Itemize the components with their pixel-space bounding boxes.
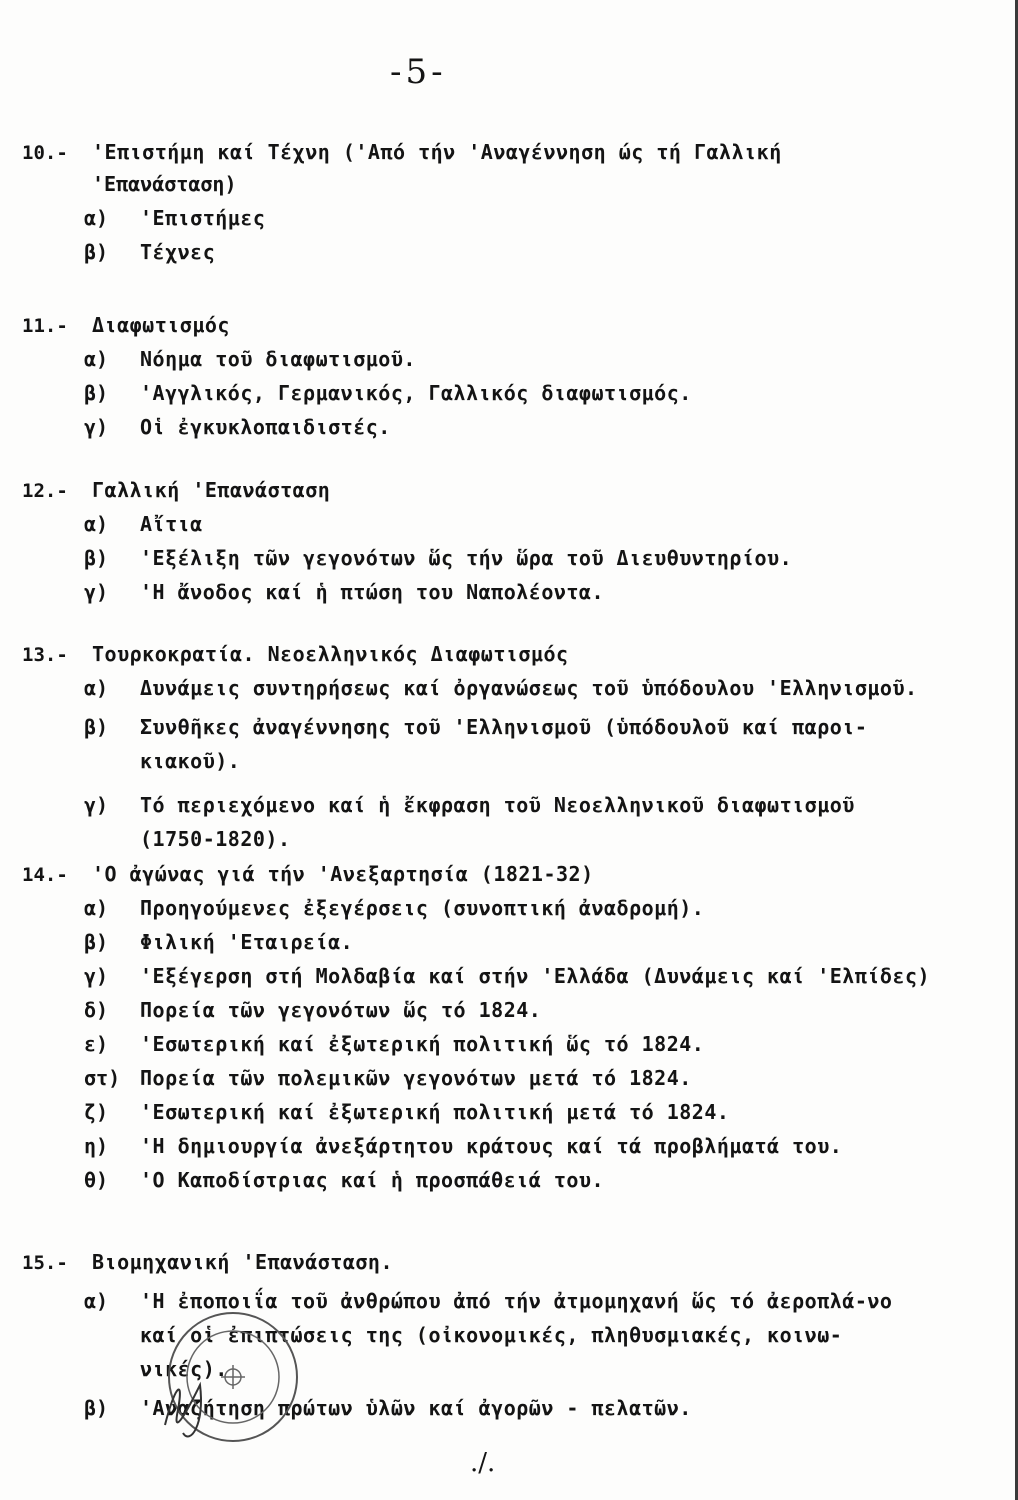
section-title: Γαλλική 'Επανάσταση [92, 478, 331, 502]
item-label: α) [84, 206, 109, 230]
section-title: 'Ο ἀγώνας γιά τήν 'Ανεξαρτησία (1821-32) [92, 862, 594, 886]
section-number: 12.- [22, 480, 68, 502]
section-title: 'Επιστήμη καί Τέχνη ('Από τήν 'Αναγέννηση ώς τή Γαλλική [92, 140, 782, 164]
list-item [84, 580, 992, 604]
item-text: 'Η ἄνοδος καί ἡ πτώση του Ναπολέοντα. [140, 580, 605, 604]
item-text: 'Εσωτερική καί ἐξωτερική πολιτική μετά τό 1824. [140, 1100, 730, 1124]
list-item [84, 546, 992, 570]
item-label: θ) [84, 1168, 109, 1192]
item-label: α) [84, 1289, 109, 1313]
item-label: δ) [84, 998, 109, 1022]
item-label: β) [84, 1396, 109, 1420]
item-label: η) [84, 1134, 109, 1158]
item-label: β) [84, 546, 109, 570]
item-text: Νόημα τοῦ διαφωτισμοῦ. [140, 347, 416, 371]
section-13 [22, 642, 992, 856]
item-label: γ) [84, 580, 109, 604]
section-title: Τουρκοκρατία. Νεοελληνικός Διαφωτισμός [92, 642, 569, 666]
item-label: β) [84, 240, 109, 264]
item-text: Οἱ ἐγκυκλοπαιδιστές. [140, 415, 391, 439]
item-text: Αἴτια [140, 512, 203, 536]
item-label: β) [84, 381, 109, 405]
item-label: γ) [84, 964, 109, 988]
list-item [84, 1032, 992, 1056]
list-item [84, 1168, 992, 1192]
item-text: Φιλική 'Εταιρεία. [140, 930, 354, 954]
item-text: Τέχνες [140, 240, 216, 264]
list-item [84, 512, 992, 536]
item-text: Συνθῆκες ἀναγέννησης τοῦ 'Ελληνισμοῦ (ὑπόδουλοῦ καί παροι-κιακοῦ). [140, 715, 868, 773]
item-text: 'Η ἐποποιΐα τοῦ ἀνθρώπου ἀπό τήν ἀτμομηχανή ὥς τό ἀεροπλά-νο καί οἱ ἐπιπτώσεις της (οἰκονομικές, πληθυσμιακές, κοινω-νικές). [140, 1289, 893, 1381]
item-label: β) [84, 930, 109, 954]
list-item [84, 1100, 992, 1124]
list-item [84, 676, 992, 700]
official-stamp [155, 1305, 305, 1455]
list-item [84, 1066, 992, 1090]
list-item [84, 206, 992, 230]
section-number: 10.- [22, 142, 68, 164]
item-text: 'Η δημιουργία ἀνεξάρτητου κράτους καί τά προβλήματά του. [140, 1134, 843, 1158]
continuation-mark: ./. [470, 1448, 496, 1478]
section-11 [22, 313, 992, 439]
page-number: -5- [390, 52, 447, 92]
item-text: 'Επιστήμες [140, 206, 266, 230]
list-item [84, 896, 992, 920]
item-text: 'Εξέγερση στή Μολδαβία καί στήν 'Ελλάδα (Δυνάμεις καί 'Ελπίδες) [140, 964, 931, 988]
item-text: 'Αγγλικός, Γερμανικός, Γαλλικός διαφωτισμός. [140, 381, 692, 405]
item-label: α) [84, 347, 109, 371]
section-number: 14.- [22, 864, 68, 886]
list-item [84, 964, 992, 988]
item-text: Τό περιεχόμενο καί ἡ ἔκφραση τοῦ Νεοελληνικοῦ διαφωτισμοῦ (1750-1820). [140, 793, 855, 851]
item-text: Δυνάμεις συντηρήσεως καί ὀργανώσεως τοῦ ὑπόδουλου 'Ελληνισμοῦ. [140, 676, 918, 700]
section-number: 11.- [22, 315, 68, 337]
list-item [84, 347, 992, 371]
item-label: γ) [84, 793, 109, 817]
list-item [84, 415, 992, 439]
item-text: Προηγούμενες ἐξεγέρσεις (συνοπτική ἀναδρομή). [140, 896, 705, 920]
section-number: 15.- [22, 1252, 68, 1274]
list-item [84, 381, 992, 405]
section-14 [22, 862, 992, 1192]
section-title: Διαφωτισμός [92, 313, 230, 337]
item-text: Πορεία τῶν γεγονότων ὥς τό 1824. [140, 998, 542, 1022]
list-item [84, 930, 992, 954]
section-title-continued: 'Επανάσταση) [92, 172, 237, 196]
item-text: Πορεία τῶν πολεμικῶν γεγονότων μετά τό 1824. [140, 1066, 692, 1090]
item-text: 'Εξέλιξη τῶν γεγονότων ὥς τήν ὥρα τοῦ Διευθυντηρίου. [140, 546, 793, 570]
item-text: 'Εσωτερική καί ἐξωτερική πολιτική ὥς τό 1824. [140, 1032, 705, 1056]
list-item [84, 788, 992, 856]
section-number: 13.- [22, 644, 68, 666]
item-label: β) [84, 715, 109, 739]
item-label: στ) [84, 1066, 121, 1090]
item-text: 'Ο Καποδίστριας καί ἡ προσπάθειά του. [140, 1168, 605, 1192]
item-label: α) [84, 512, 109, 536]
item-label: ζ) [84, 1100, 109, 1124]
list-item [84, 710, 992, 778]
item-label: α) [84, 676, 109, 700]
item-label: α) [84, 896, 109, 920]
list-item [84, 998, 992, 1022]
section-title: Βιομηχανική 'Επανάσταση. [92, 1250, 393, 1274]
section-12 [22, 478, 992, 604]
list-item [84, 1134, 992, 1158]
item-label: ε) [84, 1032, 109, 1056]
section-10 [22, 140, 992, 264]
item-label: γ) [84, 415, 109, 439]
item-text: 'Αναζήτηση πρώτων ὑλῶν καί ἀγορῶν - πελατῶν. [140, 1396, 692, 1420]
list-item [84, 240, 992, 264]
